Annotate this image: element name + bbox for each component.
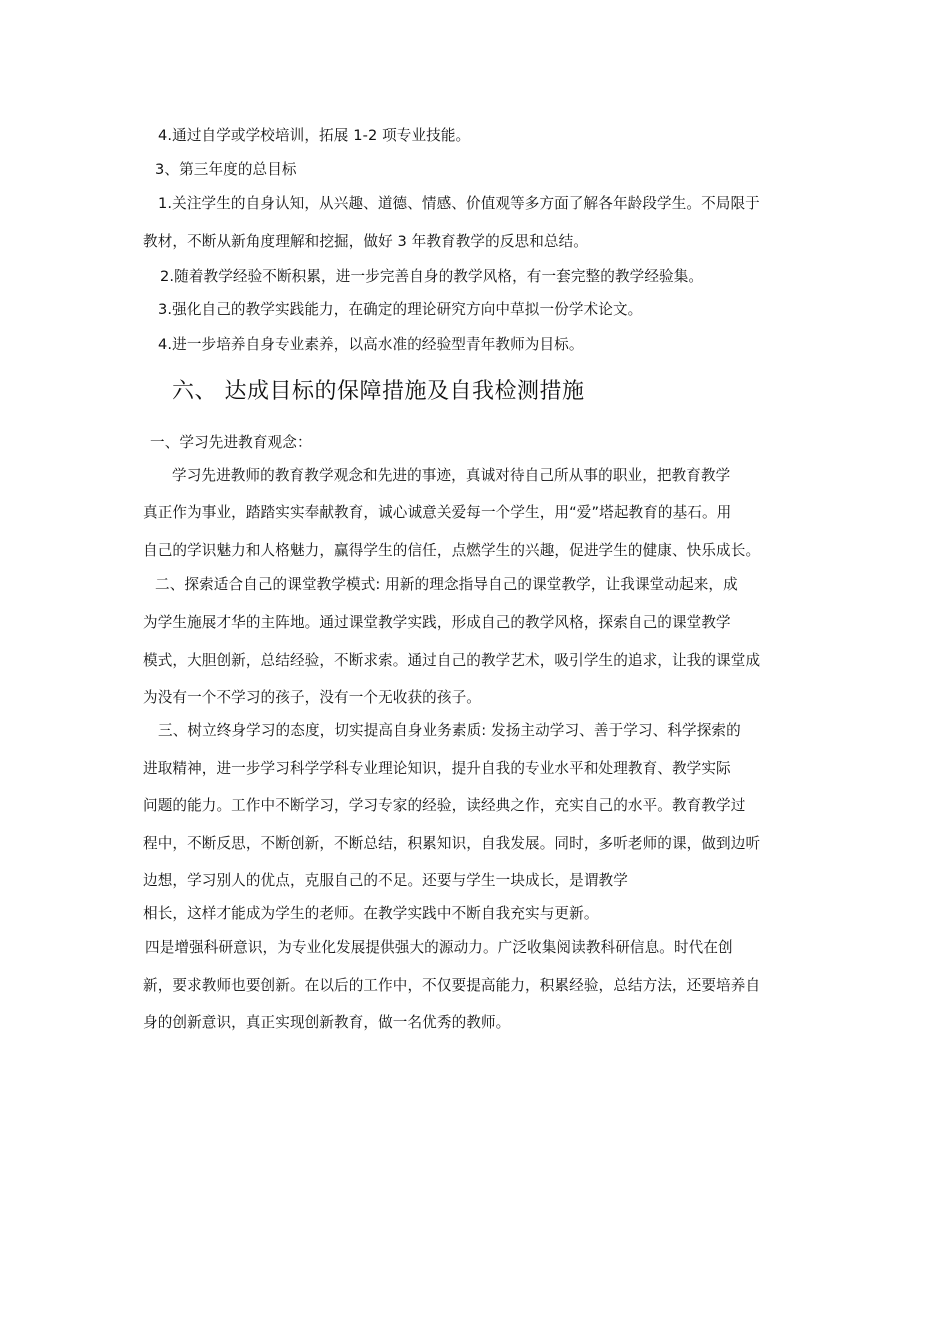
body-line: 进取精神，进一步学习科学学科专业理论知识，提升自我的专业水平和处理教育、教学实际 [143, 760, 731, 777]
goal-line-1-year3-cont: 教材，不断从新角度理解和挖掘，做好 3 年教育教学的反思和总结。 [143, 233, 588, 250]
goal-line-4-year3: 4.进一步培养自身专业素养，以高水准的经验型青年教师为目标。 [158, 336, 584, 353]
body-line: 新，要求教师也要创新。在以后的工作中，不仅要提高能力，积累经验，总结方法，还要培养自 [143, 977, 761, 994]
body-line: 为学生施展才华的主阵地。通过课堂教学实践，形成自己的教学风格，探索自己的课堂教学 [143, 614, 731, 631]
body-line: 身的创新意识，真正实现创新教育，做一名优秀的教师。 [143, 1014, 511, 1031]
body-line: 模式，大胆创新，总结经验，不断求索。通过自己的教学艺术，吸引学生的追求，让我的课堂成 [143, 652, 761, 669]
body-line: 问题的能力。工作中不断学习，学习专家的经验，读经典之作，充实自己的水平。教育教学过 [143, 797, 746, 814]
measure-3-line: 三、树立终身学习的态度，切实提高自身业务素质: 发扬主动学习、善于学习、科学探索的 [158, 722, 741, 739]
body-line: 学习先进教师的教育教学观念和先进的事迹，真诚对待自己所从事的职业，把教育教学 [172, 467, 731, 484]
body-line: 为没有一个不学习的孩子，没有一个无收获的孩子。 [143, 689, 481, 706]
body-line: 相长，这样才能成为学生的老师。在教学实践中不断自我充实与更新。 [143, 905, 599, 922]
body-line: 自己的学识魅力和人格魅力，赢得学生的信任，点燃学生的兴趣，促进学生的健康、快乐成长。 [143, 542, 761, 559]
year3-goal-title: 3、第三年度的总目标 [155, 161, 297, 178]
goal-line-2-year3: 2.随着教学经验不断积累，进一步完善自身的教学风格，有一套完整的教学经验集。 [160, 268, 704, 285]
measure-2-line: 二、探索适合自己的课堂教学模式: 用新的理念指导自己的课堂教学，让我课堂动起来，成 [155, 576, 738, 593]
body-line: 边想，学习别人的优点，克服自己的不足。还要与学生一块成长，是谓教学 [143, 872, 628, 889]
goal-line-1-year3: 1.关注学生的自身认知，从兴趣、道德、情感、价值观等多方面了解各年龄段学生。不局限于 [158, 195, 760, 212]
measure-1-title: 一、学习先进教育观念： [150, 434, 312, 451]
measure-4-line: 四是增强科研意识，为专业化发展提供强大的源动力。广泛收集阅读教科研信息。时代在创 [145, 939, 733, 956]
goal-line-4-year2: 4.通过自学或学校培训，拓展 1-2 项专业技能。 [158, 127, 471, 144]
body-line: 程中，不断反思，不断创新，不断总结，积累知识，自我发展。同时，多听老师的课，做到边听 [143, 835, 761, 852]
section-heading: 六、 达成目标的保障措施及自我检测措施 [172, 379, 585, 404]
body-line: 真正作为事业，踏踏实实奉献教育，诚心诚意关爱每一个学生，用“爱”塔起教育的基石。用 [143, 504, 732, 521]
goal-line-3-year3: 3.强化自己的教学实践能力，在确定的理论研究方向中草拟一份学术论文。 [158, 301, 643, 318]
